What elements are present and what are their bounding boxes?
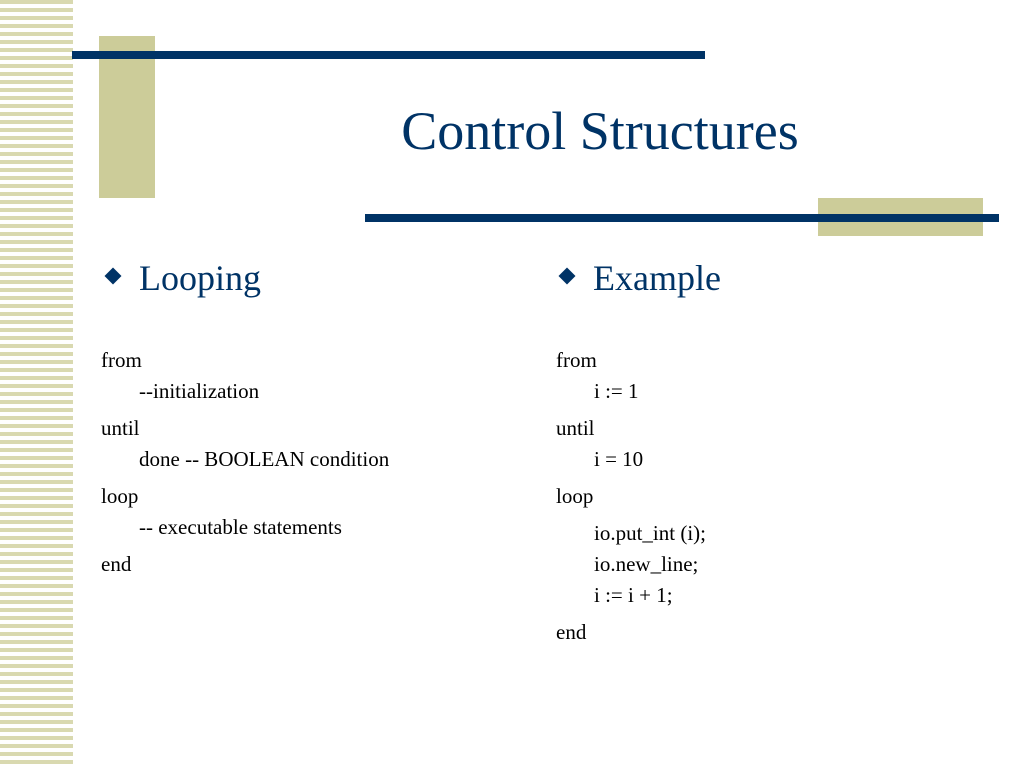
decorative-stripe-bar xyxy=(0,0,73,768)
code-line: i := 1 xyxy=(594,379,639,403)
code-line: end xyxy=(101,552,132,576)
left-heading-label: Looping xyxy=(139,258,261,298)
code-line: loop xyxy=(101,484,139,508)
title-rule-top xyxy=(72,51,705,59)
right-heading-label: Example xyxy=(593,258,721,298)
right-code-block xyxy=(556,345,706,648)
decorative-accent-block-top xyxy=(99,36,155,198)
code-line: from xyxy=(556,348,597,372)
code-line: -- executable statements xyxy=(139,515,342,539)
code-line: done -- BOOLEAN condition xyxy=(139,447,390,471)
code-line: loop xyxy=(556,484,594,508)
code-line: io.put_int (i); xyxy=(594,521,706,545)
code-line: until xyxy=(556,416,595,440)
code-line: i = 10 xyxy=(594,447,644,471)
left-column-heading xyxy=(107,256,261,300)
code-line: i := i + 1; xyxy=(594,583,673,607)
title-rule-bottom xyxy=(365,214,999,222)
diamond-bullet-icon xyxy=(559,267,576,284)
code-line: --initialization xyxy=(139,379,260,403)
code-line: from xyxy=(101,348,142,372)
left-code-block xyxy=(101,345,389,580)
code-line: until xyxy=(101,416,140,440)
code-line: end xyxy=(556,620,587,644)
code-line: io.new_line; xyxy=(594,552,699,576)
right-column-heading xyxy=(561,256,721,300)
diamond-bullet-icon xyxy=(105,267,122,284)
slide-title: Control Structures xyxy=(401,101,799,161)
